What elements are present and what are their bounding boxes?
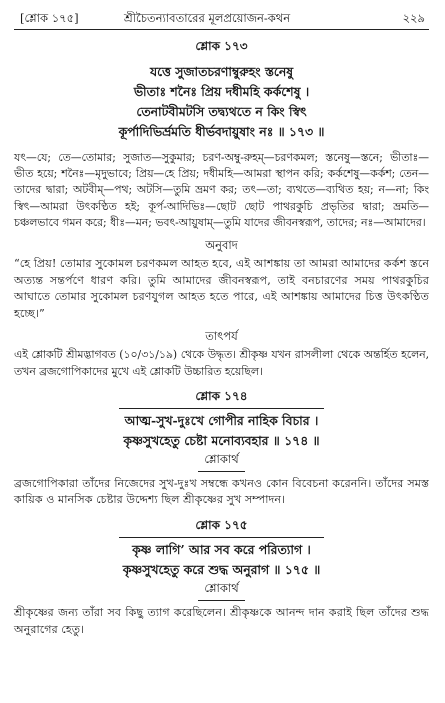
- verse-174-text: [14, 408, 429, 451]
- verse-line: আত্ম-সুখ-দুঃখে গোপীর নাহিক বিচার ।: [124, 412, 319, 428]
- page-content: [14, 38, 429, 638]
- header-rule: [14, 29, 429, 30]
- verse-line: তেনাটবীমটসি তদ্ব্যথতে ন কিং স্বিৎ: [136, 104, 307, 119]
- verse-line: কৃষ্ণসুখহেতু করে শুদ্ধ অনুরাগ ॥ ১৭৫ ॥: [122, 561, 321, 577]
- verse-173-heading: শ্লোক ১৭৩: [195, 39, 248, 53]
- verse-175-text: [14, 537, 429, 580]
- header-verse-ref: [শ্লোক ১৭৫]: [20, 11, 79, 25]
- translation-heading: অনুবাদ: [205, 238, 238, 253]
- verse-line: ভীতাঃ শনৈঃ প্রিয় দধীমহি কর্কশেষু ।: [133, 84, 310, 99]
- purport-heading: তাৎপর্য: [205, 329, 238, 344]
- verse-173-synonyms: যৎ—যে; তে—তোমার; সুজাত—সুকুমার; চরণ-অম্বু-রুহম্—চরণকমল; স্তনেষু—স্তনে; ভীতাঃ—ভীত হয়ে; শনৈঃ—মৃদুভাবে; প্রিয়—হে প্রিয়; দধীমহি—আমরা স্থাপন করি; কর্কশেষু—কর্কশ; তেন—তাদের দ্বারা; অটবীম্—পথ; অটসি—তুমি ভ্রমণ কর; তৎ—তা; ব্যথতে—ব্যথিত হয়; ন—না; কিং স্বিৎ—আমরা উৎকণ্ঠিত হই; কূর্প-আদিভিঃ—ছোট ছোট পাথরকুচি প্রভৃতির দ্বারা; ভ্রমতি—চঞ্চলভাবে গমন করে; ধীঃ—মন; ভবৎ-আয়ুষাম্—তুমি যাদের জীবনস্বরূপ, তাদের; নঃ—আমাদের।: [14, 151, 429, 229]
- verse-174-heading: শ্লোক ১৭৪: [195, 388, 248, 403]
- verse-line: কৃষ্ণসুখহেতু চেষ্টা মনোব্যবহার ॥ ১৭৪ ॥: [123, 432, 320, 448]
- verse-175-box: [119, 537, 324, 580]
- verse-173-text: [14, 62, 429, 142]
- header-page-number: ২২৯: [402, 11, 425, 25]
- verse-173-purport: এই শ্লোকটি শ্রীমদ্ভাগবত (১০/৩১/১৯) থেকে উদ্ধৃত। শ্রীকৃষ্ণ যখন রাসলীলা থেকে অন্তর্হিত হলেন, তখন ব্রজগোপিকাদের মুখে এই শ্লোকটি উচ্চারিত হয়েছিল।: [14, 348, 429, 378]
- verse-line: যত্তে সুজাতচরণাম্বুরুহং স্তনেষু: [149, 64, 294, 79]
- verse-175-heading: শ্লোক ১৭৫: [195, 517, 248, 532]
- verse-175-meaning-heading: শ্লোকার্থ: [14, 580, 429, 601]
- verse-line: কূর্পাদিভির্ভ্রমতি ধীর্ভবদায়ুষাং নঃ ॥ ১৭৩ ॥: [118, 124, 325, 139]
- verse-174-meaning-heading: শ্লোকার্থ: [14, 451, 429, 472]
- verse-174-box: [119, 408, 323, 451]
- verse-174-meaning: ব্রজগোপিকারা তাঁদের নিজেদের সুখ-দুঃখ সম্বন্ধে কখনও কোন বিবেচনা করেননি। তাঁদের সমস্ত কায়িক ও মানসিক চেষ্টার উদ্দেশ্য ছিল শ্রীকৃষ্ণের সুখ সম্পাদন।: [14, 476, 429, 507]
- header-chapter-title: শ্রীচৈতন্যাবতারের মূলপ্রয়োজন-কথন: [124, 11, 291, 25]
- running-header: [14, 8, 429, 28]
- verse-line: কৃষ্ণ লাগি’ আর সব করে পরিত্যাগ ।: [132, 541, 311, 557]
- verse-175-meaning: শ্রীকৃষ্ণের জন্য তাঁরা সব কিছু ত্যাগ করেছিলেন। শ্রীকৃষ্ণকে আনন্দ দান করাই ছিল তাঁদের শুদ্ধ অনুরাগের হেতু।: [14, 605, 429, 636]
- verse-173-translation: “হে প্রিয়! তোমার সুকোমল চরণকমল আহত হবে, এই আশঙ্কায় তা আমরা আমাদের কর্কশ স্তনে অত্যন্ত সন্তর্পণে ধারণ করি। তুমি আমাদের জীবনস্বরূপ, তাই বনচারণের সময় পাথরকুচির আঘাতে তোমার সুকোমল চরণযুগল আহত হতে পারে, এই আশঙ্কায় আমাদের চিত্ত উৎকণ্ঠিত হচ্ছে।”: [14, 257, 429, 320]
